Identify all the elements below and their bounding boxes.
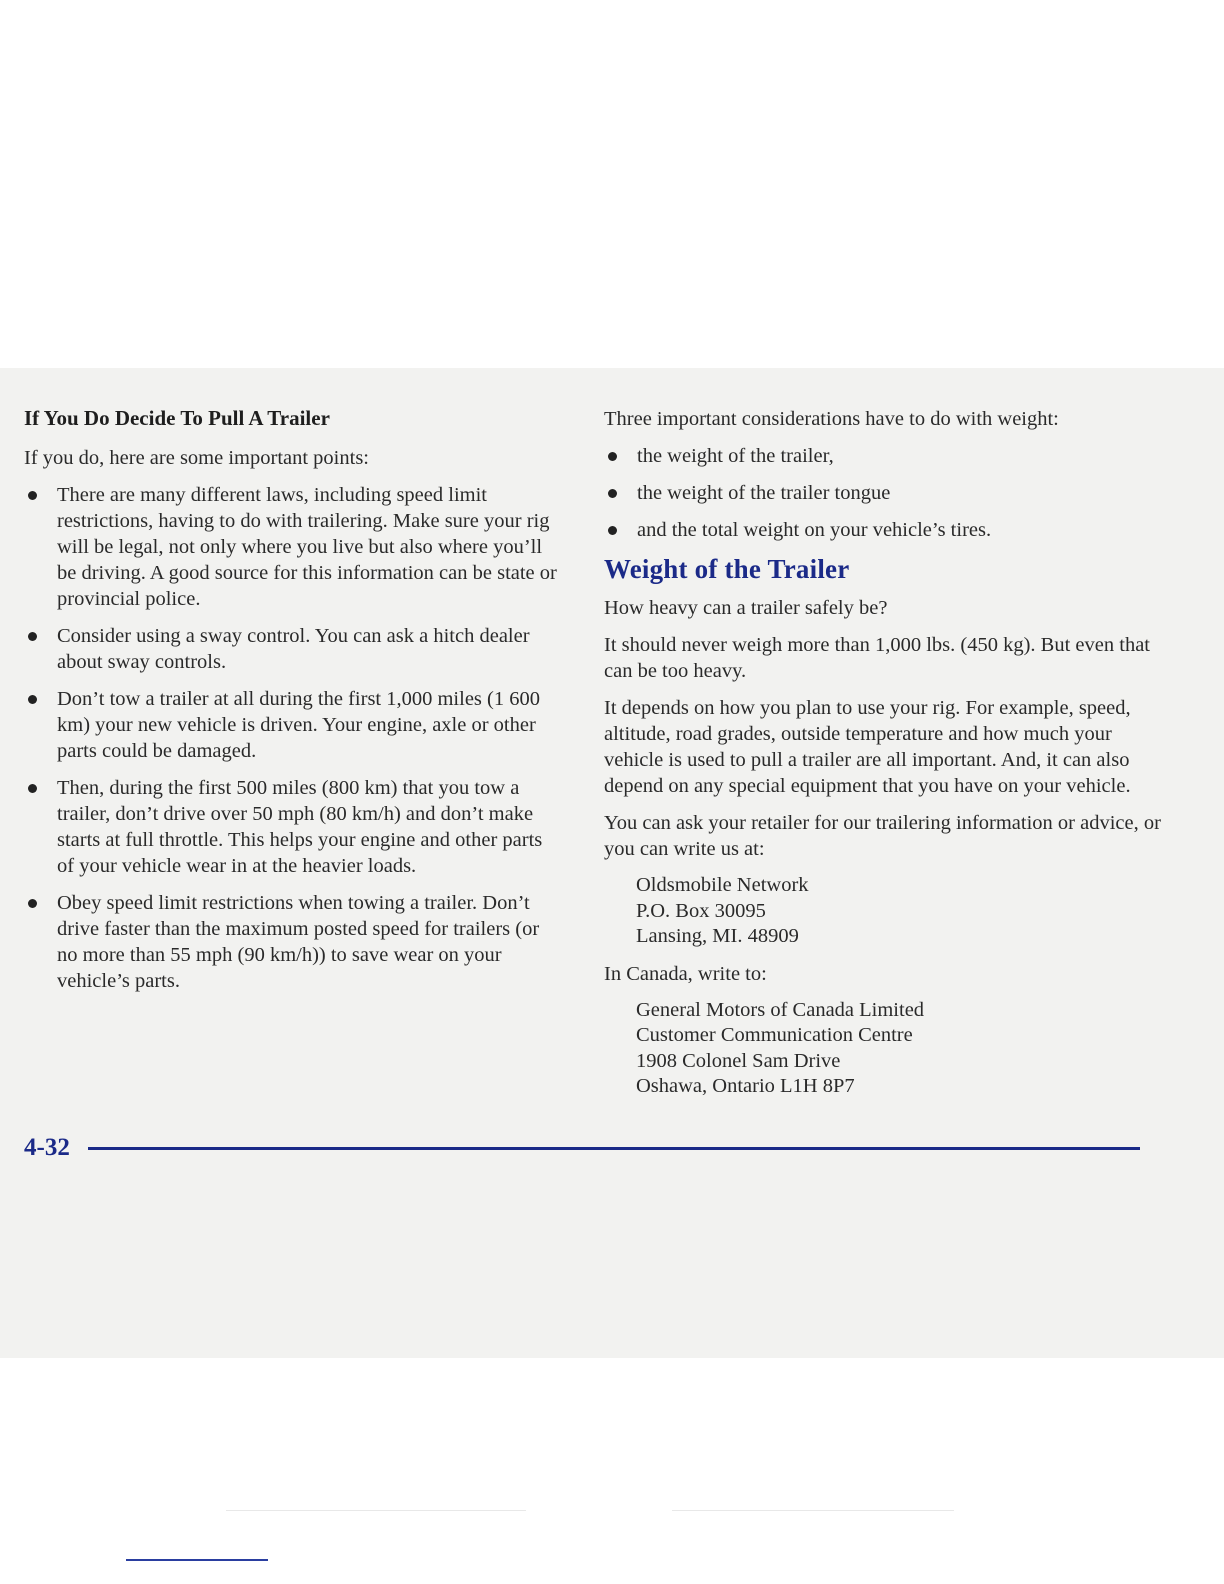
bullet-icon (28, 899, 37, 908)
left-column (24, 406, 564, 1005)
bullet-icon (28, 784, 37, 793)
bullet-icon (28, 632, 37, 641)
address-line: Oldsmobile Network (636, 874, 809, 896)
intro-text: If you do, here are some important points: (24, 447, 369, 469)
contact-text: You can ask your retailer for our trailering information or advice, or you can write us at: (604, 812, 1161, 860)
list-item-text: the weight of the trailer, (637, 445, 834, 467)
address-line: P.O. Box 30095 (636, 899, 766, 922)
bullet-icon (28, 491, 37, 500)
canada-address (604, 998, 1164, 1100)
question-text: How heavy can a trailer safely be? (604, 597, 888, 619)
page-footer (24, 1134, 1140, 1166)
list-item (24, 775, 564, 879)
list-item (24, 482, 564, 612)
faint-divider (672, 1510, 954, 1511)
address-line: 1908 Colonel Sam Drive (636, 1049, 841, 1072)
list-item (604, 443, 1164, 469)
important-points-list (24, 482, 564, 994)
list-item-text: and the total weight on your vehicle’s tires. (637, 519, 992, 541)
us-address (604, 873, 1164, 950)
list-item-text: There are many different laws, including speed limit restrictions, having to do with trailering. Make sure your rig will be legal, not only where you live but also where you’ll be driving. A good source for this information can be state or provincial police. (57, 484, 557, 610)
bullet-icon (28, 695, 37, 704)
canada-label: In Canada, write to: (604, 962, 767, 985)
list-item (24, 623, 564, 675)
weight-considerations-list (604, 443, 1164, 543)
page-number: 4-32 (24, 1134, 70, 1161)
list-item-text: the weight of the trailer tongue (637, 482, 891, 504)
depends-text: It depends on how you plan to use your rig. For example, speed, altitude, road grades, outside temperature and how much your vehicle is used to pull a trailer are all important. And, it can also depend on any special equipment that you have on your vehicle. (604, 697, 1131, 797)
weight-limit-text: It should never weigh more than 1,000 lbs. (450 kg). But even that can be too heavy. (604, 634, 1150, 682)
footer-rule (88, 1147, 1140, 1150)
list-item (24, 686, 564, 764)
section-title: If You Do Decide To Pull A Trailer (24, 406, 330, 430)
list-item-text: Obey speed limit restrictions when towing a trailer. Don’t drive faster than the maximum posted speed for trailers (or no more than 55 mph (90 km/h)) to save wear on your vehicle’s parts. (57, 892, 540, 992)
right-column (604, 406, 1164, 1111)
list-item-text: Consider using a sway control. You can ask a hitch dealer about sway controls. (57, 625, 530, 673)
list-item-text: Don’t tow a trailer at all during the first 1,000 miles (1 600 km) your new vehicle is driven. Your engine, axle or other parts could be damaged. (57, 688, 540, 762)
list-item-text: Then, during the first 500 miles (800 km) that you tow a trailer, don’t drive over 50 mph (80 km/h) and don’t make starts at full throttle. This helps your engine and other parts of your vehicle wear in at the heavier loads. (57, 777, 543, 877)
weight-of-trailer-heading: Weight of the Trailer (604, 554, 850, 584)
address-line: Oshawa, Ontario L1H 8P7 (636, 1075, 855, 1097)
bullet-icon (608, 526, 617, 535)
list-item (604, 517, 1164, 543)
address-line: Customer Communication Centre (636, 1024, 913, 1046)
bottom-link-underline (126, 1559, 268, 1561)
list-item (24, 890, 564, 994)
address-line: Lansing, MI. 48909 (636, 925, 799, 947)
list-item (604, 480, 1164, 506)
faint-divider (226, 1510, 526, 1511)
weight-intro: Three important considerations have to do with weight: (604, 408, 1059, 430)
address-line: General Motors of Canada Limited (636, 998, 925, 1021)
bullet-icon (608, 452, 617, 461)
bullet-icon (608, 489, 617, 498)
